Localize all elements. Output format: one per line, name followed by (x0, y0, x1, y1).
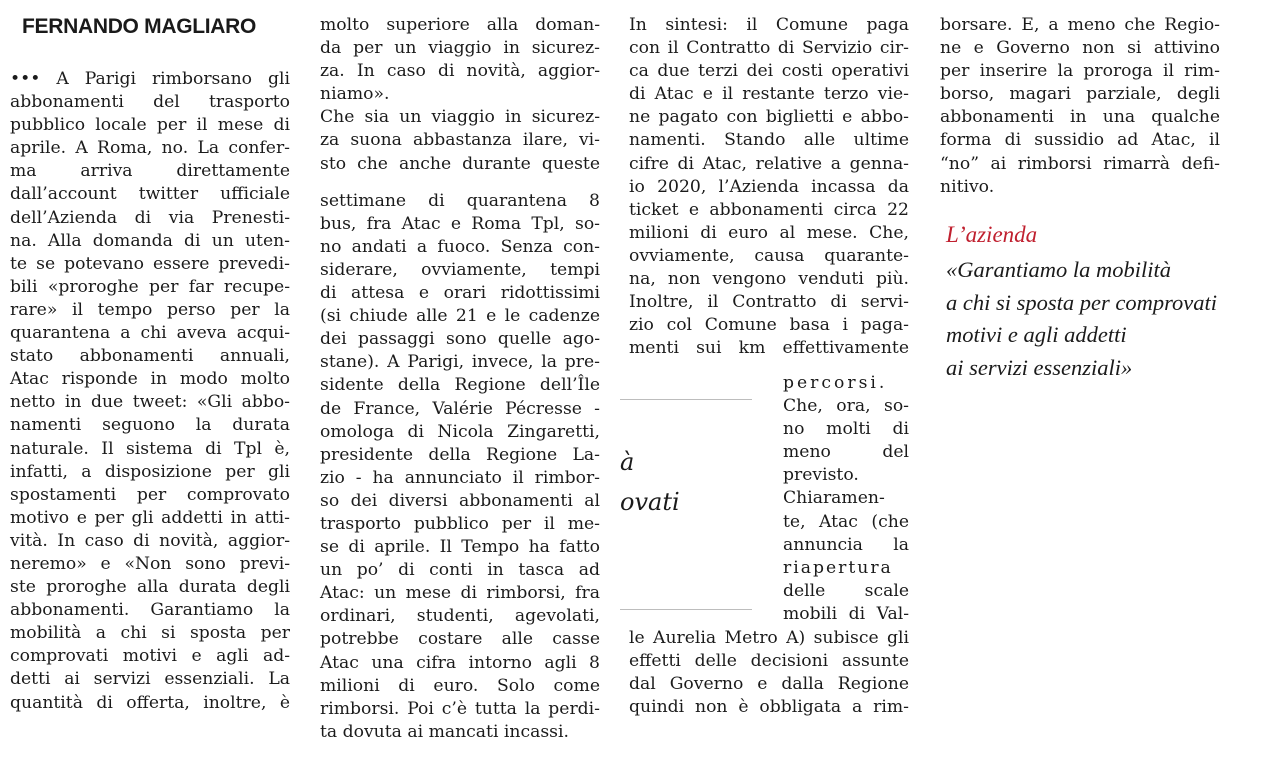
text-line: ••• A Parigi rimborsano gli (10, 69, 290, 89)
text-line: te, Atac (che (783, 511, 909, 532)
text-line: dell’Azienda di via Prenesti- (10, 207, 290, 228)
text-line: meno del (783, 442, 909, 463)
text-line: spostamenti per comprovato (10, 484, 290, 505)
text-line: quantità di offerta, inoltre, è (10, 692, 290, 713)
text-line: no molti di (783, 419, 909, 440)
text-line: forma di sussidio ad Atac, il (940, 130, 1220, 151)
text-line: so dei diversi abbonamenti al (320, 490, 600, 511)
text-line: motivo e per gli addetti in atti- (10, 507, 290, 528)
pull-quote-rule-bottom (620, 609, 752, 610)
text-line: namenti. Stando alle ultime (629, 130, 909, 151)
text-line: naturale. Il sistema di Tpl è, (10, 438, 290, 459)
text-line: namenti seguono la durata (10, 415, 290, 436)
text-line: de France, Valérie Pécresse - (320, 398, 600, 419)
text-line: le Aurelia Metro A) subisce gli (629, 628, 909, 648)
text-line: ca due terzi dei costi operativi (629, 61, 909, 82)
text-line: comprovati motivi e agli ad- (10, 646, 290, 667)
text-line: molto superiore alla doman- (320, 15, 600, 35)
text-line: abbonamenti. Garantiamo la (10, 600, 290, 621)
text-line: stato abbonamenti annuali, (10, 346, 290, 367)
text-line: Atac: un mese di rimborsi, fra (320, 583, 600, 604)
text-line: abbonamenti in una qualche (940, 107, 1220, 128)
article-column-4 (940, 14, 1220, 199)
text-line: In sintesi: il Comune paga (629, 15, 909, 35)
author-byline: FERNANDO MAGLIARO (22, 15, 257, 38)
text-line: te se potevano essere prevedi- (10, 253, 290, 274)
text-line: ovviamente, causa quarante- (629, 245, 909, 266)
text-line: Atac una cifra intorno agli 8 (320, 652, 600, 673)
text-line: aprile. A Roma, no. La confer- (10, 138, 290, 159)
text-line: zio - ha annunciato il rimbor- (320, 467, 600, 488)
text-line: Inoltre, il Contratto di servi- (629, 292, 909, 313)
text-line: riapertura (783, 557, 893, 578)
text-line: sidente della Regione dell’Île (320, 375, 600, 396)
text-line: io 2020, l’Azienda incassa da (629, 176, 909, 197)
article-column-3-narrow (783, 372, 909, 626)
pull-quote-fragment: à (620, 448, 635, 476)
text-line: un po’ di conti in tasca ad (320, 560, 600, 581)
text-line: con il Contratto di Servizio cir- (629, 38, 909, 59)
article-column-1 (10, 68, 290, 715)
article-column-3-top (629, 14, 909, 360)
text-line: zio col Comune basa i paga- (629, 315, 909, 336)
text-line: infatti, a disposizione per gli (10, 461, 290, 482)
text-line: vità. In caso di novità, aggior- (10, 530, 290, 551)
text-line: mobili di Val- (783, 603, 909, 624)
text-line: na, non vengono venduti più. (629, 269, 909, 290)
text-line: ne pagato con biglietti e abbo- (629, 107, 909, 128)
text-line: ste proroghe alla durata degli (10, 577, 290, 598)
text-line: Che, ora, so- (783, 396, 909, 417)
text-line: delle scale (783, 580, 909, 601)
text-line: no andati a fuoco. Senza con- (320, 236, 600, 257)
article-column-3-bottom (629, 627, 909, 719)
text-line: per inserire la proroga il rim- (940, 61, 1220, 82)
pull-quote-rule-top (620, 399, 752, 400)
text-line: dall’account twitter ufficiale (10, 184, 290, 205)
text-line: na. Alla domanda di un uten- (10, 230, 290, 251)
text-line: ticket e abbonamenti circa 22 (629, 199, 909, 220)
text-line: sto che anche durante queste (320, 153, 600, 174)
text-line: bus, fra Atac e Roma Tpl, so- (320, 213, 600, 234)
text-line: omologa di Nicola Zingaretti, (320, 421, 600, 442)
text-line: stane). A Parigi, invece, la pre- (320, 352, 600, 373)
text-line: cifre di Atac, relative a genna- (629, 153, 909, 174)
text-line: Atac risponde in modo molto (10, 369, 290, 390)
text-line: za suona abbastanza ilare, vi- (320, 130, 600, 151)
column-gap (320, 176, 600, 190)
text-line: abbonamenti del trasporto (10, 92, 290, 113)
text-line: menti sui km effettivamente (629, 338, 909, 359)
text-line: ma arriva direttamente (10, 161, 290, 182)
text-line: previsto. (783, 465, 859, 486)
text-line: potrebbe costare alle casse (320, 629, 600, 650)
pull-quote-fragment: ovati (620, 488, 680, 516)
text-line: se di aprile. Il Tempo ha fatto (320, 537, 600, 558)
text-line: rare» il tempo perso per la (10, 299, 290, 320)
pull-quote-heading: L’azienda (946, 222, 1038, 247)
text-line: milioni di euro. Solo come (320, 675, 600, 696)
pull-quote-line: «Garantiamo la mobilità (946, 257, 1172, 282)
text-line: detti ai servizi essenziali. La (10, 669, 290, 690)
pull-quote-line: a chi si sposta per comprovati (946, 289, 1218, 315)
text-line: da per un viaggio in sicurez- (320, 38, 600, 59)
text-line: presidente della Regione La- (320, 444, 600, 465)
text-line: Che sia un viaggio in sicurez- (320, 107, 600, 128)
pull-quote-line: ai servizi essenziali» (946, 354, 1133, 380)
text-line: effetti delle decisioni assunte (629, 651, 909, 672)
text-line: annuncia la (783, 534, 909, 555)
text-line: rimborsi. Poi c’è tutta la perdi- (320, 698, 600, 719)
text-line: siderare, ovviamente, tempi (320, 259, 600, 280)
text-line: pubblico locale per il mese di (10, 115, 290, 136)
text-line: neremo» e «Non sono previ- (10, 553, 290, 574)
text-line: percorsi. (783, 373, 888, 393)
text-line: mobilità a chi si sposta per (10, 623, 290, 644)
text-line: nitivo. (940, 176, 995, 197)
text-line: milioni di euro al mese. Che, (629, 222, 909, 243)
text-line: netto in due tweet: «Gli abbo- (10, 392, 290, 413)
article-column-2 (320, 14, 600, 744)
text-line: niamo». (320, 84, 390, 105)
pull-quote (946, 254, 1217, 384)
text-line: di attesa e orari ridottissimi (320, 283, 600, 304)
text-line: borso, magari parziale, degli (940, 84, 1220, 105)
text-line: dal Governo e dalla Regione (629, 674, 909, 695)
text-line: za. In caso di novità, aggior- (320, 61, 600, 82)
text-line: quarantena a chi aveva acqui- (10, 323, 290, 344)
text-line: dei passaggi sono quelle ago- (320, 329, 600, 350)
text-line: (si chiude alle 21 e le cadenze (320, 306, 600, 327)
text-line: ne e Governo non si attivino (940, 38, 1220, 59)
text-line: Chiaramen- (783, 488, 885, 509)
text-line: settimane di quarantena 8 (320, 190, 600, 211)
text-line: quindi non è obbligata a rim- (629, 697, 909, 718)
text-line: trasporto pubblico per il me- (320, 513, 600, 534)
text-line: borsare. E, a meno che Regio- (940, 15, 1220, 35)
text-line: ta dovuta ai mancati incassi. (320, 721, 569, 742)
text-line: bili «proroghe per far recupe- (10, 276, 290, 297)
pull-quote-line: motivi e agli addetti (946, 322, 1127, 347)
text-line: “no” ai rimborsi rimarrà defi- (940, 153, 1220, 174)
text-line: di Atac e il restante terzo vie- (629, 84, 909, 105)
text-line: ordinari, studenti, agevolati, (320, 606, 600, 627)
